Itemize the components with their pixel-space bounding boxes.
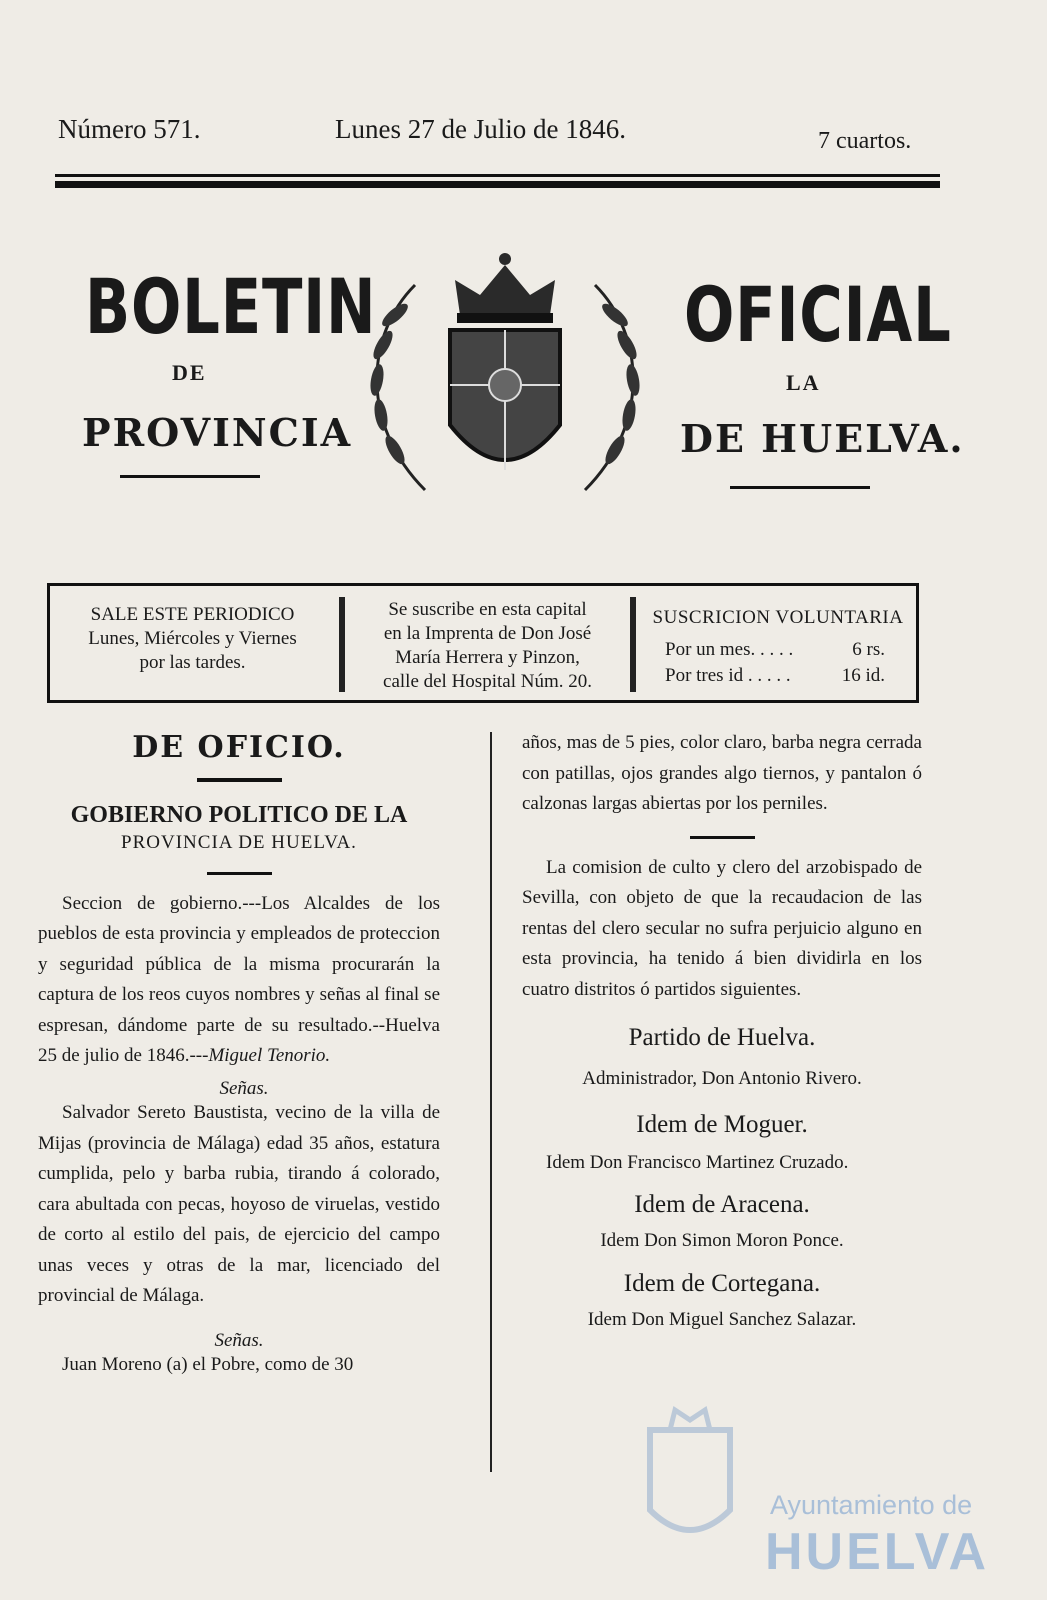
partido-title: Idem de Aracena. — [634, 1190, 810, 1218]
price-value: 16 id. — [841, 665, 885, 686]
decree-paragraph — [38, 889, 440, 1072]
partido-title: Partido de Huelva. — [628, 1024, 816, 1051]
price-label: Por un mes. . . . . — [665, 639, 794, 660]
partido-administrator: Administrador, Don Antonio Rivero. — [582, 1067, 862, 1089]
schedule-line-2: Lunes, Miércoles y Viernes — [88, 628, 297, 649]
partido-administrator: Idem Don Miguel Sanchez Salazar. — [587, 1309, 857, 1330]
heading-rule — [207, 872, 272, 875]
ornament-left — [120, 475, 260, 478]
ornament-right — [730, 486, 870, 489]
partido-title: Idem de Moguer. — [636, 1111, 808, 1138]
issue-date: Lunes 27 de Julio de 1846. — [335, 114, 626, 144]
decree-text: Seccion de gobierno.---Los Alcaldes de los pueblos de esta provincia y empleados de proteccion y seguridad pública de la misma procurarán la captura de los reos cuyos nombres y señas al final se espresan, dándome parte de su resultado.--Huelva 25 de julio de 1846.--- — [38, 892, 440, 1066]
prices-title: SUSCRICION VOLUNTARIA — [652, 607, 904, 628]
location-line-1: Se suscribe en esta capital — [388, 599, 587, 620]
title-de: DE — [172, 360, 207, 385]
watermark-line-1: Ayuntamiento de — [770, 1490, 973, 1520]
left-column — [38, 730, 440, 1381]
subscription-prices — [643, 606, 913, 688]
description-paragraph-2: Juan Moreno (a) el Pobre, como de 30 — [62, 1354, 354, 1375]
senas-heading-2: Señas. — [214, 1329, 264, 1351]
section-rule — [197, 778, 282, 782]
section-de-oficio: DE OFICIO. — [132, 730, 346, 765]
coat-of-arms-emblem — [355, 245, 655, 510]
subscription-location — [350, 598, 625, 694]
publication-schedule — [50, 603, 335, 675]
price-value: 6 rs. — [852, 639, 885, 660]
provincia-subheading: PROVINCIA DE HUELVA. — [121, 831, 357, 853]
partido-administrator: Idem Don Simon Moron Ponce. — [600, 1230, 844, 1251]
schedule-line-3: por las tardes. — [139, 652, 246, 673]
signature: Miguel Tenorio. — [208, 1045, 331, 1066]
header-rule-thick — [55, 181, 940, 188]
continuation-paragraph: años, mas de 5 pies, color claro, barba negra cerrada con patillas, ojos grandes algo tiernos, y pantalon ó calzonas largas abiertas por los perniles. — [522, 732, 922, 814]
partido-title: Idem de Cortegana. — [623, 1269, 821, 1297]
title-boletin: BOLETIN — [85, 262, 377, 351]
schedule-line-1: SALE ESTE PERIODICO — [90, 604, 295, 625]
box-divider-2 — [630, 597, 636, 692]
gobierno-heading: GOBIERNO POLITICO DE LA — [70, 801, 408, 828]
right-rule — [690, 836, 755, 839]
price-row-three-months — [643, 662, 913, 688]
watermark-line-2: HUELVA — [765, 1523, 990, 1581]
title-provincia: PROVINCIA — [82, 410, 353, 455]
description-paragraph-1: Salvador Sereto Baustista, vecino de la villa de Mijas (provincia de Málaga) edad 35 años, estatura cumplida, pelo y barba rubia, tirando á colorado, cara abultada con pecas, hoyoso de viruelas, vestido de corto al estilo del pais, de ejercicio del campo unas veces y otras de la mar, licenciado del provincial de Málaga. — [38, 1102, 440, 1306]
comision-paragraph: La comision de culto y clero del arzobispado de Sevilla, con objeto de que la recaudacion de las rentas del clero secular no sufra perjuicio alguno en esta provincia, ha tenido á bien dividirla en los cuatro distritos ó partidos siguientes. — [522, 856, 922, 1000]
senas-heading-1: Señas. — [219, 1077, 269, 1099]
location-line-4: calle del Hospital Núm. 20. — [383, 671, 592, 692]
column-divider — [490, 732, 492, 1472]
partido-administrator: Idem Don Francisco Martinez Cruzado. — [546, 1151, 849, 1173]
price-label: Por tres id . . . . . — [665, 665, 791, 686]
location-line-3: María Herrera y Pinzon, — [395, 647, 580, 668]
issue-number: Número 571. — [58, 114, 201, 144]
title-oficial: OFICIAL — [684, 270, 952, 359]
header-rule — [55, 174, 940, 177]
box-divider-1 — [339, 597, 345, 692]
title-la: LA — [786, 370, 821, 395]
title-de-huelva: DE HUELVA. — [680, 416, 965, 461]
price-row-month — [643, 630, 913, 662]
right-column — [522, 728, 922, 1336]
watermark-emblem — [640, 1400, 740, 1550]
issue-price: 7 cuartos. — [818, 128, 912, 154]
location-line-2: en la Imprenta de Don José — [383, 623, 592, 644]
